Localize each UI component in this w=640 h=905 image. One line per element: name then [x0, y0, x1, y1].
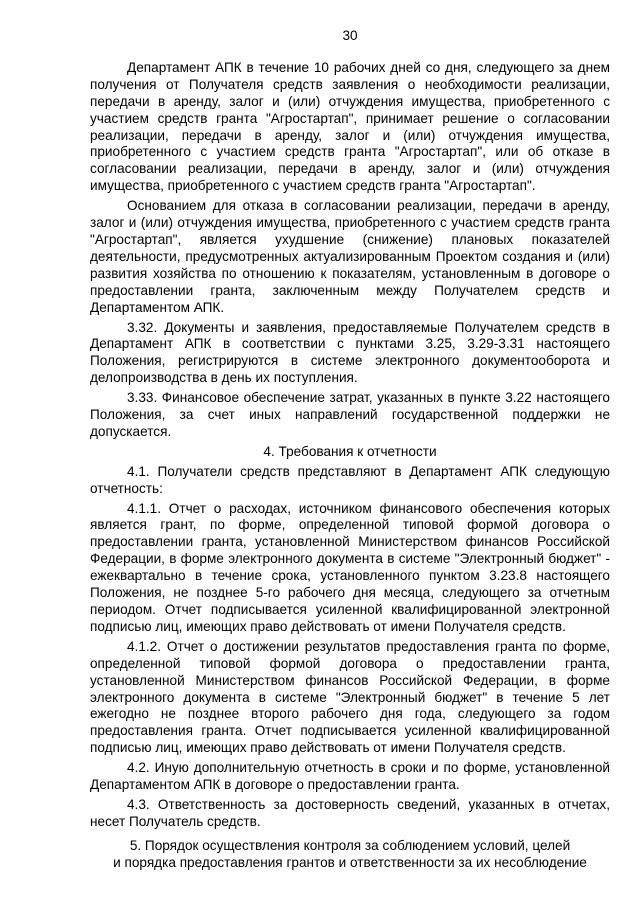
- section-heading-control: [90, 837, 610, 871]
- paragraph-4-2: 4.2. Иную дополнительную отчетность в сроки и по форме, установленной Департаментом АПК в договоре о предоставлении гранта.: [90, 760, 610, 793]
- paragraph-3-33: 3.33. Финансовое обеспечение затрат, указанных в пункте 3.22 настоящего Положения, за счет иных направлений государственной поддержки не допускается.: [90, 390, 610, 439]
- paragraph-refusal-grounds: Основанием для отказа в согласовании реализации, передачи в аренду, залог и (или) отчуждения имущества, приобретенного с участием средств гранта "Агростартап", является ухудшение (снижение) плановых показателей деятельности, предусмотренных актуализированным Проектом создания и (или) развития хозяйства по отношению к показателям, установленным в договоре о предоставлении гранта, заключенным между Получателем средств и Департаментом АПК.: [90, 198, 610, 315]
- section-heading-reporting: 4. Требования к отчетности: [263, 443, 437, 459]
- paragraph-4-3: 4.3. Ответственность за достоверность сведений, указанных в отчетах, несет Получатель средств.: [90, 796, 610, 829]
- paragraph-4-1: 4.1. Получатели средств представляют в Департамент АПК следующую отчетность:: [90, 463, 610, 496]
- document-page: [90, 28, 610, 871]
- paragraph-apk-decision: Департамент АПК в течение 10 рабочих дней со дня, следующего за днем получения от Получателя средств заявления о необходимости реализации, передачи в аренду, залог и (или) отчуждения имущества, приобретенного с участием средств гранта "Агростартап", принимает решение о согласовании реализации, передачи в аренду, залог и (или) отчуждения имущества, приобретенного с участием средств гранта "Агростартап", или об отказе в согласовании реализации, передачи в аренду, залог и (или) отчуждения имущества, приобретенного с участием средств гранта "Агростартап".: [90, 59, 610, 194]
- section-heading-control-line1: 5. Порядок осуществления контроля за соблюдением условий, целей: [129, 837, 571, 853]
- paragraph-4-1-2: 4.1.2. Отчет о достижении результатов предоставления гранта по форме, определенной типовой формой договора о предоставлении гранта, установленной Министерством финансов Российской Федерации, в форме электронного документа в системе "Электронный бюджет" в течение 5 лет ежегодно не позднее второго рабочего дня года, следующего за годом предоставления гранта. Отчет подписывается усиленной квалифицированной подписью лиц, имеющих право действовать от имени Получателя средств.: [90, 638, 610, 756]
- paragraph-4-1-1: 4.1.1. Отчет о расходах, источником финансового обеспечения которых является грант, по форме, определенной типовой формой договора о предоставлении гранта, установленной Министерством финансов Российской Федерации, в форме электронного документа в системе "Электронный бюджет" - ежеквартально в течение срока, установленного пунктом 3.23.8 настоящего Положения, не позднее 5-го рабочего дня месяца, следующего за отчетным периодом. Отчет подписывается усиленной квалифицированной электронной подписью лиц, имеющих право действовать от имени Получателя средств.: [90, 500, 610, 634]
- page-number: 30: [342, 28, 358, 43]
- section-heading-control-line2: и порядка предоставления грантов и ответственности за их несоблюдение: [113, 854, 587, 870]
- paragraph-3-32: 3.32. Документы и заявления, предоставляемые Получателем средств в Департамент АПК в соответствии с пунктами 3.25, 3.29-3.31 настоящего Положения, регистрируются в системе электронного документооборота и делопроизводства в день их поступления.: [90, 319, 610, 386]
